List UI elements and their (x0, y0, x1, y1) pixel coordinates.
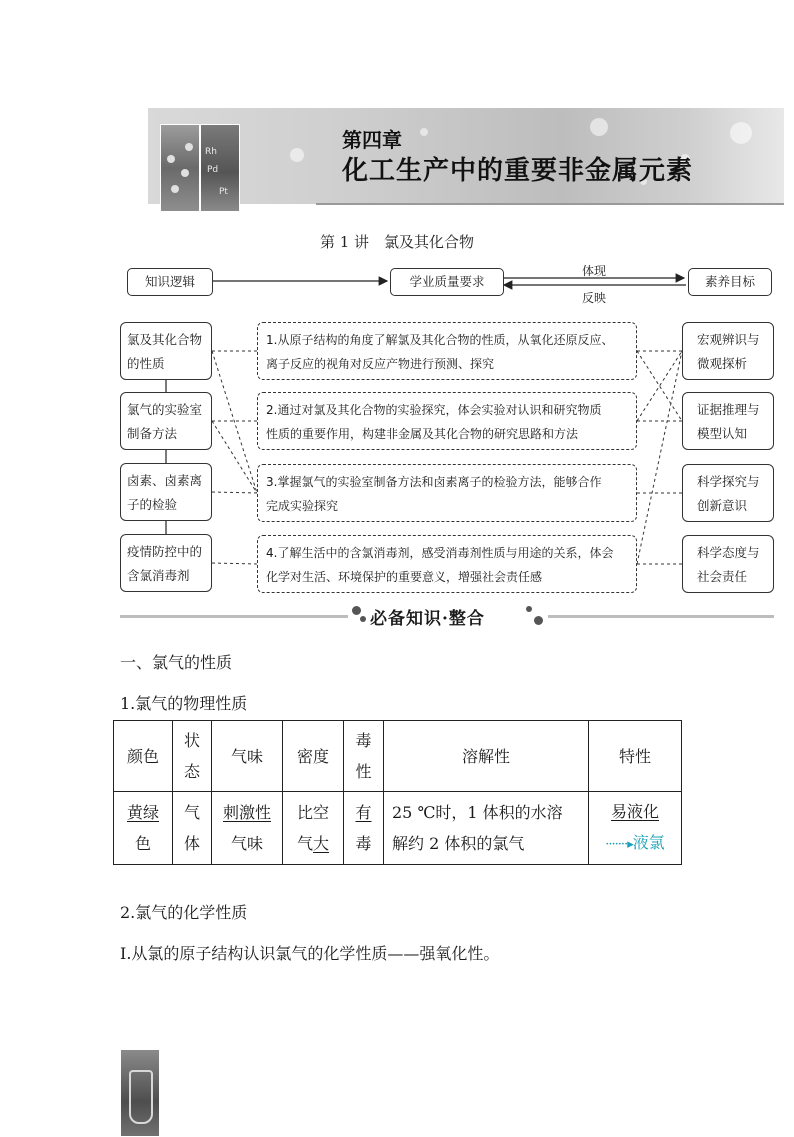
header-density: 密度 (283, 721, 344, 792)
liquid-chlorine-label: 液氯 (632, 833, 665, 852)
heading-chemical-properties: 2.氯气的化学性质 (120, 903, 248, 922)
heading-physical-properties: 1.氯气的物理性质 (120, 694, 248, 713)
quality-requirement-box: 学业质量要求 (390, 268, 504, 296)
header-solubility: 溶解性 (384, 721, 589, 792)
heading-chlorine-properties: 一、氯气的性质 (120, 653, 233, 672)
goal-macro-micro: 宏观辨识与 微观探析 (682, 322, 774, 380)
cell-solubility: 25 ℃时，1 体积的水溶 解约 2 体积的氯气 (384, 792, 589, 865)
flask-photo (120, 1049, 160, 1137)
knowledge-logic-box: 知识逻辑 (127, 268, 213, 296)
header-trait: 特性 (589, 721, 682, 792)
left-item-lab-preparation: 氯气的实验室 制备方法 (120, 392, 212, 450)
goal-evidence-model: 证据推理与 模型认知 (682, 392, 774, 450)
left-item-halogen-test: 卤素、卤素离 子的检验 (120, 463, 212, 521)
requirement-3: 3.掌握氯气的实验室制备方法和卤素离子的检验方法，能够合作 完成实验探究 (257, 464, 637, 522)
element-rh: Rh (205, 147, 217, 157)
periodic-table-photo (200, 124, 240, 212)
goal-inquiry-innovation: 科学探究与 创新意识 (682, 464, 774, 522)
cell-state: 气 体 (173, 792, 212, 865)
chapter-title: 化工生产中的重要非金属元素 (342, 156, 694, 186)
arrow-label-embody: 体现 (582, 264, 607, 278)
chapter-number: 第四章 (342, 128, 402, 152)
goal-attitude-responsibility: 科学态度与 社会责任 (682, 535, 774, 593)
table-header-row (114, 721, 682, 792)
header-toxicity: 毒 性 (344, 721, 384, 792)
physical-properties-table (113, 720, 682, 865)
table-row (114, 792, 682, 865)
header-color: 颜色 (114, 721, 173, 792)
cell-trait: 易液化 ·······▸液氯 (589, 792, 682, 865)
chapter-banner (120, 108, 784, 212)
paragraph-oxidizing: Ⅰ.从氯的原子结构认识氯气的化学性质——强氧化性。 (120, 944, 500, 963)
element-pt: Pt (219, 187, 228, 197)
left-item-disinfectant: 疫情防控中的 含氯消毒剂 (120, 534, 212, 592)
molecule-photo (160, 124, 200, 212)
cell-odor: 刺激性 气味 (212, 792, 283, 865)
section-title: 必备知识·整合 (370, 609, 485, 629)
section-header (120, 600, 774, 630)
requirement-2: 2.通过对氯及其化合物的实验探究，体会实验对认识和研究物质 性质的重要作用，构建非金属及其化合物的研究思路和方法 (257, 392, 637, 450)
lecture-title: 第 1 讲 氯及其化合物 (319, 233, 475, 251)
header-odor: 气味 (212, 721, 283, 792)
dotted-arrow-icon: ·······▸ (605, 837, 633, 852)
arrow-label-reflect: 反映 (582, 291, 607, 305)
banner-underline (316, 203, 784, 205)
cell-toxicity: 有 毒 (344, 792, 384, 865)
cell-color: 黄绿 色 (114, 792, 173, 865)
cell-density: 比空 气大 (283, 792, 344, 865)
header-state: 状 态 (173, 721, 212, 792)
literacy-goal-box: 素养目标 (688, 268, 772, 296)
left-item-properties: 氯及其化合物 的性质 (120, 322, 212, 380)
requirement-4: 4.了解生活中的含氯消毒剂，感受消毒剂性质与用途的关系，体会 化学对生活、环境保护的重要意义，增强社会责任感 (257, 535, 637, 593)
element-pd: Pd (207, 165, 219, 175)
requirement-1: 1.从原子结构的角度了解氯及其化合物的性质，从氧化还原反应、 离子反应的视角对反应产物进行预测、探究 (257, 322, 637, 380)
